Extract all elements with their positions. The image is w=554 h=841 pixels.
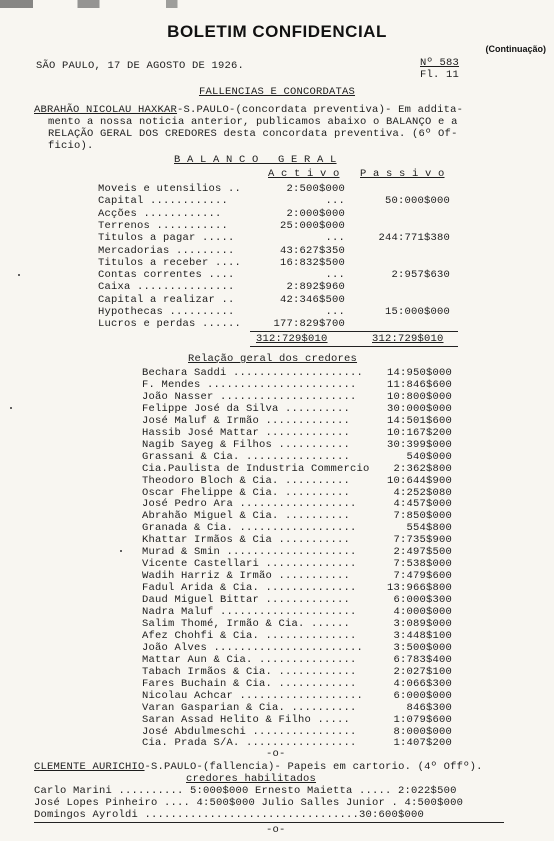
- balance-row-active: 25:000$000: [279, 219, 345, 232]
- separator: -o-: [266, 748, 286, 760]
- balance-row-passive: 15:000$000: [384, 306, 450, 318]
- creditor-name: José Pedro Ara ..................: [142, 498, 357, 511]
- balance-row-label: Terrenos ...........: [98, 219, 229, 232]
- balance-row-active: 16:832$500: [279, 256, 345, 269]
- balance-row-label: Acções ............: [98, 207, 222, 220]
- entry1-text-line: mento a nossa noticia anterior, publicamos abaixo o BALANÇO e a: [48, 116, 458, 128]
- creditor-name: Nagib Sayeg & Filhos ...........: [142, 438, 351, 451]
- creditor-amount: 6:783$400: [393, 653, 452, 666]
- creditor-name: Varan Gasparian & Cia. ..........: [142, 701, 357, 714]
- entry2-line: Domingos Ayroldi .................................30:600$000: [34, 809, 425, 821]
- balance-row-active: 43:627$350: [279, 244, 345, 257]
- creditor-amount: 2:362$800: [393, 462, 452, 475]
- entry2-subtitle: credores habilitados: [186, 773, 317, 785]
- creditor-amount: 14:950$000: [386, 367, 452, 379]
- scan-speck: [10, 407, 12, 409]
- balance-row-passive: 244:771$380: [378, 232, 450, 245]
- creditor-name: Daud Miguel Bittar .............: [142, 594, 351, 607]
- creditor-name: Afez Chohfi & Cia. ..............: [142, 629, 357, 642]
- balance-row-label: Mercadorias .........: [98, 244, 235, 257]
- creditor-name: José Maluf & Irmão .............: [142, 414, 351, 427]
- sheet-number: Fl. 11: [420, 69, 460, 81]
- creditor-name: Hassib José Mattar .............: [142, 426, 351, 439]
- balance-row-active: ...: [325, 232, 345, 245]
- creditor-amount: 14:501$600: [386, 414, 452, 427]
- creditor-name: José Abdulmeschi ................: [142, 725, 357, 738]
- separator-end: -o-: [266, 824, 286, 836]
- balance-row-active: ...: [325, 269, 345, 282]
- creditor-name: Wadih Harriz & Irmão ...........: [142, 570, 351, 583]
- creditor-amount: 30:000$000: [386, 402, 452, 415]
- creditor-amount: 11:846$600: [386, 378, 452, 391]
- creditor-amount: 4:000$000: [393, 606, 452, 618]
- creditor-amount: 4:457$000: [393, 498, 452, 511]
- creditor-name: Fadul Arida & Cia. ..............: [142, 582, 357, 595]
- section-title: FALLENCIAS E CONCORDATAS: [198, 86, 356, 98]
- bulletin-number: Nº 583: [420, 57, 460, 69]
- creditor-name: Theodoro Bloch & Cia. ..........: [142, 474, 351, 487]
- balance-row-active: 2:000$000: [286, 207, 345, 220]
- creditor-amount: 3:089$000: [393, 617, 452, 630]
- creditor-name: Salim Thomé, Irmão & Cia. ......: [142, 617, 351, 630]
- balance-row-label: Moveis e utensilios ..: [98, 183, 242, 195]
- entry1-text-line: ficio).: [48, 140, 94, 152]
- balance-row-label: Capital a realizar ..: [98, 293, 235, 306]
- creditor-amount: 8:000$000: [393, 725, 452, 738]
- creditor-amount: 10:800$000: [386, 390, 452, 403]
- creditor-name: Vicente Castellari ..............: [142, 558, 357, 571]
- creditor-name: Abrahão Miguel & Cia. ..........: [142, 510, 351, 523]
- creditor-amount: 6:000$000: [393, 689, 452, 702]
- balance-row-active: 2:892$960: [286, 281, 345, 294]
- creditor-name: Bechara Saddi ....................: [142, 367, 364, 379]
- dateline: SÃO PAULO, 17 DE AGOSTO DE 1926.: [36, 60, 245, 72]
- entry2-heading-rest: -S.PAULO-(fallencia)- Papeis em cartorio. (4º Offº).: [144, 761, 483, 773]
- creditor-name: João Alves .......................: [142, 641, 364, 654]
- closing-rule: [34, 822, 504, 823]
- creditor-name: Felippe José da Silva ..........: [142, 402, 351, 415]
- creditor-name: Cia.Paulista de Industria Commercio: [142, 462, 370, 475]
- creditor-amount: 554$800: [406, 522, 452, 535]
- balance-total-active: 312:729$010: [256, 333, 328, 345]
- creditor-amount: 540$000: [406, 450, 452, 463]
- balance-row-label: Titulos a receber ....: [98, 256, 242, 269]
- balance-row-active: 177:829$700: [273, 318, 345, 331]
- creditor-name: Tabach Irmãos & Cia. ............: [142, 665, 357, 678]
- creditor-amount: 7:538$000: [393, 558, 452, 571]
- scan-edge-mark: [0, 0, 554, 8]
- creditor-name: Murad & Smin ....................: [142, 546, 357, 559]
- balance-title: B A L A N C O G E R A L: [174, 154, 337, 166]
- creditor-amount: 4:066$300: [393, 677, 452, 690]
- balance-row-active: 42:346$500: [279, 293, 345, 306]
- creditor-name: Cia. Prada S/A. .................: [142, 737, 357, 750]
- creditor-amount: 13:966$800: [386, 582, 452, 595]
- creditor-amount: 1:407$200: [393, 737, 452, 750]
- creditor-name: Mattar Aun & Cia. ...............: [142, 653, 357, 666]
- balance-col-passive: P a s s i v o: [360, 168, 445, 180]
- balance-row-active: 2:500$000: [286, 183, 345, 195]
- creditor-name: F. Mendes .......................: [142, 378, 357, 391]
- scan-speck: [18, 274, 20, 276]
- balance-row-label: Titulos a pagar .....: [98, 232, 235, 245]
- balance-row-label: Capital ............: [98, 195, 229, 208]
- entry2-heading: [34, 761, 483, 773]
- creditor-amount: 7:850$000: [393, 510, 452, 523]
- creditor-name: Nicolau Achcar ...................: [142, 689, 364, 702]
- creditors-title: Relação geral dos credores: [188, 353, 358, 365]
- balance-row-active: ...: [325, 195, 345, 208]
- creditor-name: Fares Buchain & Cia. ............: [142, 677, 357, 690]
- creditor-amount: 10:644$900: [386, 474, 452, 487]
- balance-total-rule: [250, 331, 458, 332]
- balance-row-passive: 50:000$000: [384, 195, 450, 208]
- entry2-line: Carlo Marini .......... 5:000$000 Ernesto Maietta ..... 2:022$500: [34, 785, 457, 797]
- creditor-name: Khattar Irmãos & Cia ...........: [142, 534, 351, 547]
- balance-row-passive: 2:957$630: [391, 269, 450, 282]
- creditor-name: João Nasser .....................: [142, 390, 357, 403]
- creditor-name: Nadra Maluf .....................: [142, 606, 357, 618]
- creditor-amount: 3:500$000: [393, 641, 452, 654]
- creditor-amount: 3:448$100: [393, 629, 452, 642]
- creditor-amount: 2:027$100: [393, 665, 452, 678]
- balance-total-double-rule: [250, 346, 458, 347]
- creditor-amount: 30:399$000: [386, 438, 452, 451]
- creditor-amount: 2:497$500: [393, 546, 452, 559]
- creditor-name: Granada & Cia. ..................: [142, 522, 357, 535]
- creditor-name: Grassani & Cia. ................: [142, 450, 351, 463]
- creditor-amount: 10:167$200: [386, 426, 452, 439]
- balance-row-label: Contas correntes ....: [98, 269, 235, 282]
- entry1-text-line: RELAÇÃO GERAL DOS CREDORES desta concordata preventiva. (6º Of-: [48, 128, 458, 140]
- entry2-name: CLEMENTE AURICHIO: [34, 761, 145, 773]
- creditor-amount: 1:079$600: [393, 713, 452, 726]
- entry1-heading-rest: -S.PAULO-(concordata preventiva)- Em additа-: [177, 104, 464, 116]
- creditor-name: Saran Assad Helito & Filho .....: [142, 713, 351, 726]
- balance-row-label: Caixa ...............: [98, 281, 235, 294]
- scan-speck: [120, 550, 122, 552]
- page-title: BOLETIM CONFIDENCIAL: [167, 22, 387, 41]
- balance-row-active: ...: [325, 306, 345, 318]
- creditor-amount: 846$300: [406, 701, 452, 714]
- continuation-note: (Continuação): [485, 44, 546, 54]
- creditor-amount: 4:252$080: [393, 486, 452, 499]
- entry1-name: ABRAHÃO NICOLAU HAXKAR: [34, 104, 178, 116]
- entry2-line: José Lopes Pinheiro .... 4:500$000 Julio Salles Junior . 4:500$000: [34, 797, 464, 809]
- creditor-amount: 6:000$300: [393, 594, 452, 607]
- creditor-name: Oscar Fhelippe & Cia. ..........: [142, 486, 351, 499]
- balance-total-passive: 312:729$010: [372, 333, 444, 345]
- balance-col-active: A c t i v o: [268, 168, 340, 180]
- creditor-amount: 7:479$600: [393, 570, 452, 583]
- balance-row-label: Lucros e perdas ......: [98, 318, 242, 331]
- creditor-amount: 7:735$900: [393, 534, 452, 547]
- entry1-heading: [34, 104, 463, 116]
- balance-row-label: Hypothecas ..........: [98, 306, 235, 318]
